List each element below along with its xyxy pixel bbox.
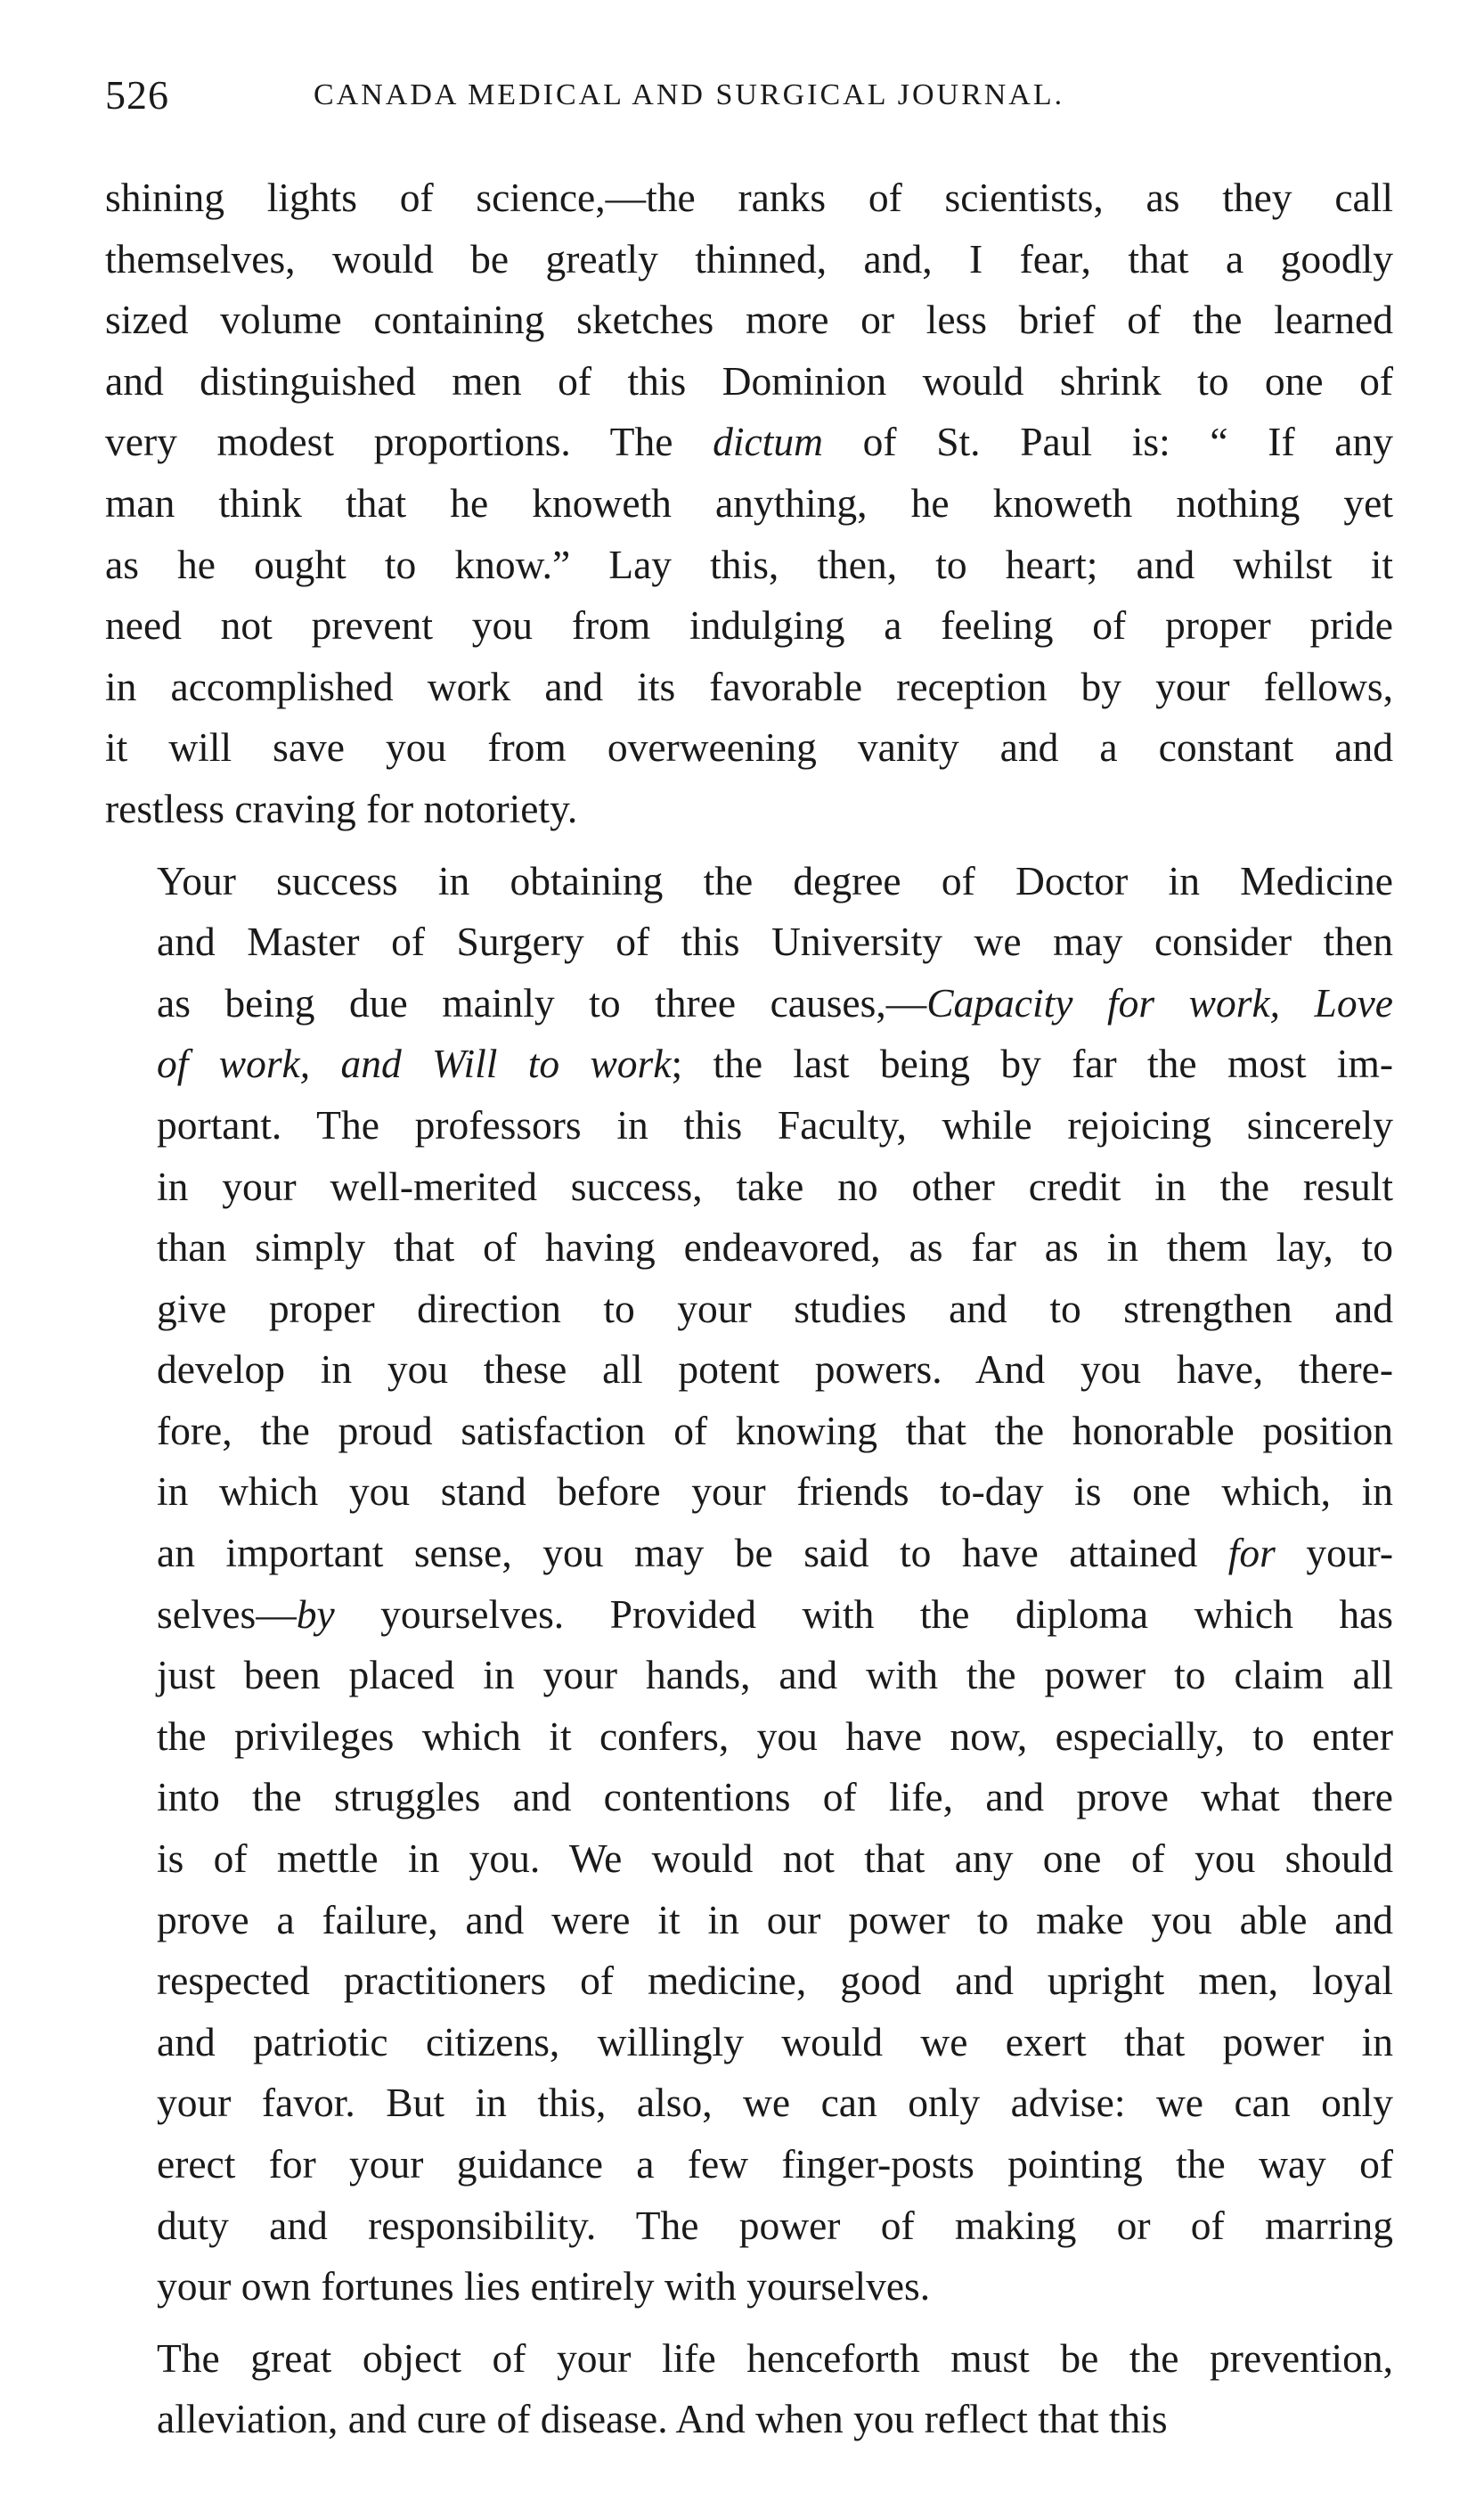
page-number: 526 bbox=[105, 72, 169, 118]
text-line bbox=[105, 1950, 1393, 2012]
text-line bbox=[105, 1706, 1393, 1768]
paragraph bbox=[105, 168, 1393, 840]
text-segment: than simply that of having endeavored, as far as in them lay, to bbox=[157, 1224, 1393, 1271]
text-segment: in your well-merited success, take no other credit in the result bbox=[157, 1163, 1393, 1209]
text-segment: fore, the proud satisfaction of knowing that the honorable position bbox=[157, 1407, 1393, 1453]
italic-text: by bbox=[296, 1590, 335, 1637]
text-line bbox=[105, 1339, 1393, 1401]
text-line bbox=[105, 2195, 1393, 2257]
text-line bbox=[105, 2256, 1393, 2318]
text-line bbox=[105, 1523, 1393, 1584]
text-segment: duty and responsibility. The power of making or of marring bbox=[157, 2202, 1393, 2248]
text-line bbox=[105, 1095, 1393, 1157]
text-segment: an important sense, you may be said to have attained bbox=[157, 1530, 1228, 1576]
text-line bbox=[105, 1645, 1393, 1706]
text-line bbox=[105, 973, 1393, 1034]
text-segment: as being due mainly to three causes,— bbox=[157, 979, 927, 1026]
text-segment: Your success in obtaining the degree of Doctor in Medicine bbox=[157, 857, 1393, 903]
text-segment: very modest proportions. The bbox=[105, 419, 713, 465]
text-segment: shining lights of science,—the ranks of scientists, as they call bbox=[105, 175, 1393, 220]
text-segment: your favor. But in this, also, we can only advise: we can only bbox=[157, 2080, 1393, 2126]
text-segment: man think that he knoweth anything, he knoweth nothing yet bbox=[105, 479, 1393, 526]
body-text bbox=[105, 168, 1393, 2450]
text-segment: erect for your guidance a few finger-posts pointing the way of bbox=[157, 2141, 1393, 2187]
text-segment: portant. The professors in this Faculty, while rejoicing sincerely bbox=[157, 1101, 1393, 1148]
text-line bbox=[105, 851, 1393, 912]
journal-page bbox=[105, 71, 1393, 2461]
text-segment: alleviation, and cure of disease. And when you reflect that this bbox=[157, 2396, 1168, 2442]
running-head bbox=[105, 71, 1393, 143]
text-line bbox=[105, 1401, 1393, 1462]
italic-text: Capacity for work, Love bbox=[926, 979, 1393, 1026]
text-line bbox=[105, 290, 1393, 351]
text-segment: it will save you from overweening vanity and a constant and bbox=[105, 724, 1393, 771]
text-line bbox=[105, 1461, 1393, 1523]
text-line bbox=[105, 351, 1393, 413]
text-line bbox=[105, 779, 1393, 840]
text-line bbox=[105, 412, 1393, 473]
text-segment: need not prevent you from indulging a feeling of proper pride bbox=[105, 602, 1393, 649]
text-line bbox=[105, 2328, 1393, 2390]
text-line bbox=[105, 1217, 1393, 1279]
text-line bbox=[105, 1279, 1393, 1340]
text-line bbox=[105, 1828, 1393, 1890]
text-line bbox=[105, 229, 1393, 290]
text-segment: and Master of Surgery of this University we may consider then bbox=[157, 919, 1393, 965]
paragraph bbox=[105, 2328, 1393, 2450]
text-segment: your own fortunes lies entirely with yourselves. bbox=[157, 2263, 931, 2310]
journal-title: CANADA MEDICAL AND SURGICAL JOURNAL. bbox=[314, 78, 1065, 111]
text-line bbox=[105, 1767, 1393, 1828]
text-line bbox=[105, 2389, 1393, 2450]
text-line bbox=[105, 2072, 1393, 2134]
text-line bbox=[105, 1890, 1393, 1951]
text-line bbox=[105, 717, 1393, 779]
text-line bbox=[105, 1584, 1393, 1646]
italic-text: dictum bbox=[713, 419, 823, 465]
text-line bbox=[105, 473, 1393, 535]
text-segment: restless craving for notoriety. bbox=[105, 785, 578, 831]
text-line bbox=[105, 535, 1393, 596]
text-segment: the privileges which it confers, you have now, especially, to enter bbox=[157, 1713, 1393, 1759]
text-segment: just been placed in your hands, and with the power to claim all bbox=[157, 1652, 1393, 1698]
italic-text: of work, and Will to work bbox=[157, 1041, 672, 1087]
text-segment: and patriotic citizens, willingly would we exert that power in bbox=[157, 2018, 1393, 2064]
text-segment: develop in you these all potent powers. And you have, there- bbox=[157, 1346, 1393, 1393]
text-segment: give proper direction to your studies and to strengthen and bbox=[157, 1285, 1393, 1331]
text-segment: sized volume containing sketches more or less brief of the learned bbox=[105, 297, 1393, 343]
text-segment: prove a failure, and were it in our power to make you able and bbox=[157, 1896, 1393, 1942]
text-line bbox=[105, 168, 1393, 229]
italic-text: for bbox=[1227, 1530, 1276, 1576]
text-segment: themselves, would be greatly thinned, and, I fear, that a goodly bbox=[105, 235, 1393, 282]
text-line bbox=[105, 595, 1393, 657]
text-segment: is of mettle in you. We would not that any one of you should bbox=[157, 1835, 1393, 1882]
text-segment: your- bbox=[1275, 1530, 1393, 1576]
text-segment: respected practitioners of medicine, good and upright men, loyal bbox=[157, 1958, 1393, 2004]
text-segment: as he ought to know.” Lay this, then, to heart; and whilst it bbox=[105, 541, 1393, 587]
text-line bbox=[105, 657, 1393, 718]
text-line bbox=[105, 1157, 1393, 1218]
text-segment: in accomplished work and its favorable reception by your fellows, bbox=[105, 663, 1393, 709]
text-line bbox=[105, 2134, 1393, 2195]
text-segment: The great object of your life henceforth must be the prevention, bbox=[157, 2334, 1393, 2381]
text-segment: and distinguished men of this Dominion would shrink to one of bbox=[105, 357, 1393, 404]
text-line bbox=[105, 912, 1393, 973]
paragraph bbox=[105, 851, 1393, 2318]
text-segment: into the struggles and contentions of life, and prove what there bbox=[157, 1774, 1393, 1820]
text-segment: yourselves. Provided with the diploma which has bbox=[334, 1590, 1393, 1637]
text-segment: selves— bbox=[157, 1590, 297, 1637]
text-line bbox=[105, 2012, 1393, 2073]
text-segment: ; the last being by far the most im- bbox=[671, 1041, 1393, 1087]
text-line bbox=[105, 1034, 1393, 1095]
text-segment: in which you stand before your friends to-day is one which, in bbox=[157, 1468, 1393, 1515]
text-segment: of St. Paul is: “ If any bbox=[822, 419, 1393, 465]
